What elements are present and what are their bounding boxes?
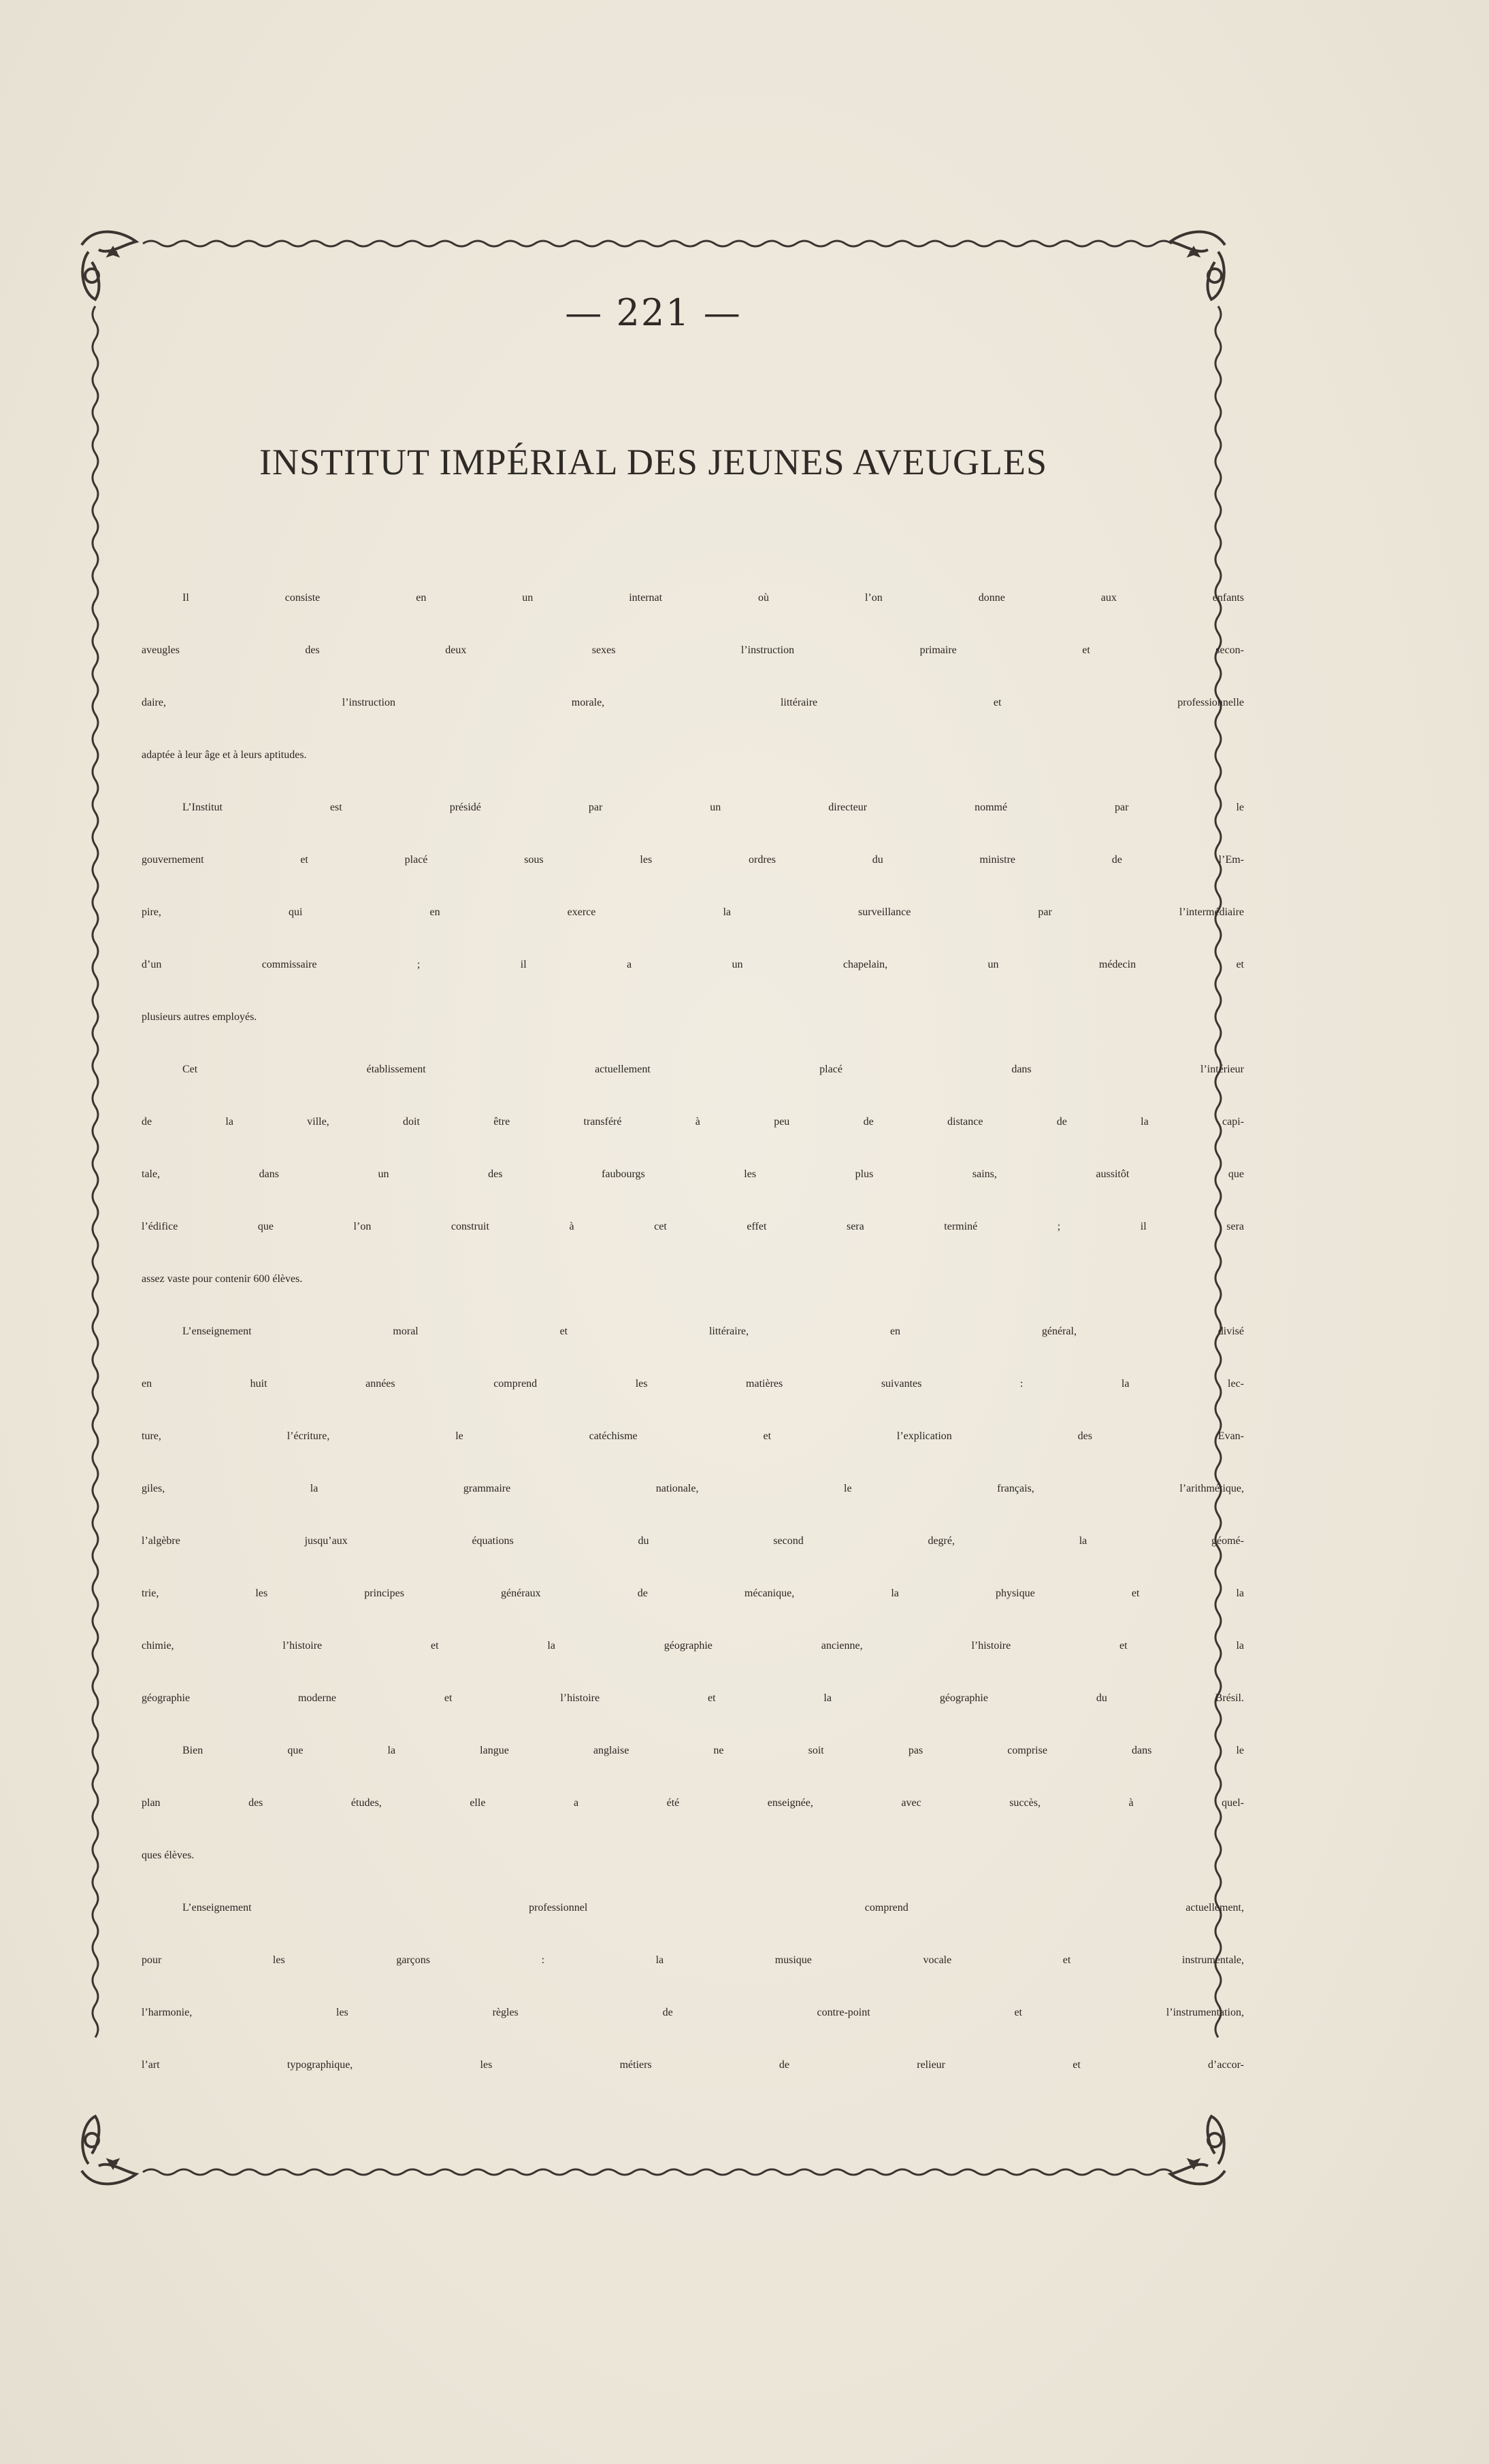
paragraph xyxy=(142,1745,1244,1902)
text-line: gouvernement et placé sous les ordres du ministre de l’Em- xyxy=(142,854,1244,866)
text-line: L’Institut est présidé par un directeur nommé par le xyxy=(182,802,1244,813)
corner-ornament-bottom-right xyxy=(1171,2116,1225,2184)
bottom-wavy-rule xyxy=(143,2169,1172,2175)
text-line: daire, l’instruction morale, littéraire et professionnelle xyxy=(142,697,1244,708)
text-line: trie, les principes généraux de mécanique, la physique et la xyxy=(142,1588,1244,1599)
text-line: Cet établissement actuellement placé dans l’intérieur xyxy=(182,1064,1244,1075)
text-line: chimie, l’histoire et la géographie ancienne, l’histoire et la xyxy=(142,1640,1244,1652)
text-line: l’art typographique, les métiers de relieur et d’accor- xyxy=(142,2059,1244,2071)
page-title: INSTITUT IMPÉRIAL DES JEUNES AVEUGLES xyxy=(259,442,1048,482)
text-line: tale, dans un des faubourgs les plus sains, aussitôt que xyxy=(142,1168,1244,1180)
text-line: assez vaste pour contenir 600 élèves. xyxy=(142,1273,303,1285)
text-line: aveugles des deux sexes l’instruction primaire et secon- xyxy=(142,644,1244,656)
ornamental-frame xyxy=(68,225,1244,2191)
page-number: — 221 — xyxy=(565,291,742,334)
text-line: l’algèbre jusqu’aux équations du second degré, la géomé- xyxy=(142,1535,1244,1547)
text-line: adaptée à leur âge et à leurs aptitudes. xyxy=(142,749,307,761)
paragraph xyxy=(142,1064,1244,1326)
text-line: de la ville, doit être transféré à peu de distance de la capi- xyxy=(142,1116,1244,1128)
text-line: plusieurs autres employés. xyxy=(142,1011,257,1023)
paragraph xyxy=(142,1326,1244,1745)
left-wavy-rule xyxy=(93,306,98,2037)
text-line: géographie moderne et l’histoire et la géographie du Brésil. xyxy=(142,1692,1244,1704)
text-line: plan des études, elle a été enseignée, avec succès, à quel- xyxy=(142,1797,1244,1809)
paragraph xyxy=(142,592,1244,802)
text-line: pire, qui en exerce la surveillance par l’intermédiaire xyxy=(142,906,1244,918)
text-line: l’harmonie, les règles de contre-point et l’instrumentation, xyxy=(142,2007,1244,2018)
paragraph xyxy=(142,802,1244,1064)
text-line: Il consiste en un internat où l’on donne aux enfants xyxy=(182,592,1244,604)
text-line: pour les garçons : la musique vocale et instrumentale, xyxy=(142,1954,1244,1966)
body-text xyxy=(142,592,1244,2112)
paragraph xyxy=(142,1902,1244,2112)
text-line: d’un commissaire ; il a un chapelain, un médecin et xyxy=(142,959,1244,970)
text-line: L’enseignement moral et littéraire, en général, divisé xyxy=(182,1326,1244,1337)
corner-ornament-top-left xyxy=(82,232,136,299)
top-wavy-rule xyxy=(143,241,1172,246)
corner-ornament-bottom-left xyxy=(82,2116,136,2184)
corner-ornament-top-right xyxy=(1171,232,1225,299)
text-line: en huit années comprend les matières suivantes : la lec- xyxy=(142,1378,1244,1390)
text-line: Bien que la langue anglaise ne soit pas comprise dans le xyxy=(182,1745,1244,1756)
text-line: L’enseignement professionnel comprend actuellement, xyxy=(182,1902,1244,1913)
text-line: l’édifice que l’on construit à cet effet sera terminé ; il sera xyxy=(142,1221,1244,1232)
text-line: ques élèves. xyxy=(142,1850,195,1861)
text-line: giles, la grammaire nationale, le français, l’arithmétique, xyxy=(142,1483,1244,1494)
text-line: ture, l’écriture, le catéchisme et l’explication des Evan- xyxy=(142,1430,1244,1442)
